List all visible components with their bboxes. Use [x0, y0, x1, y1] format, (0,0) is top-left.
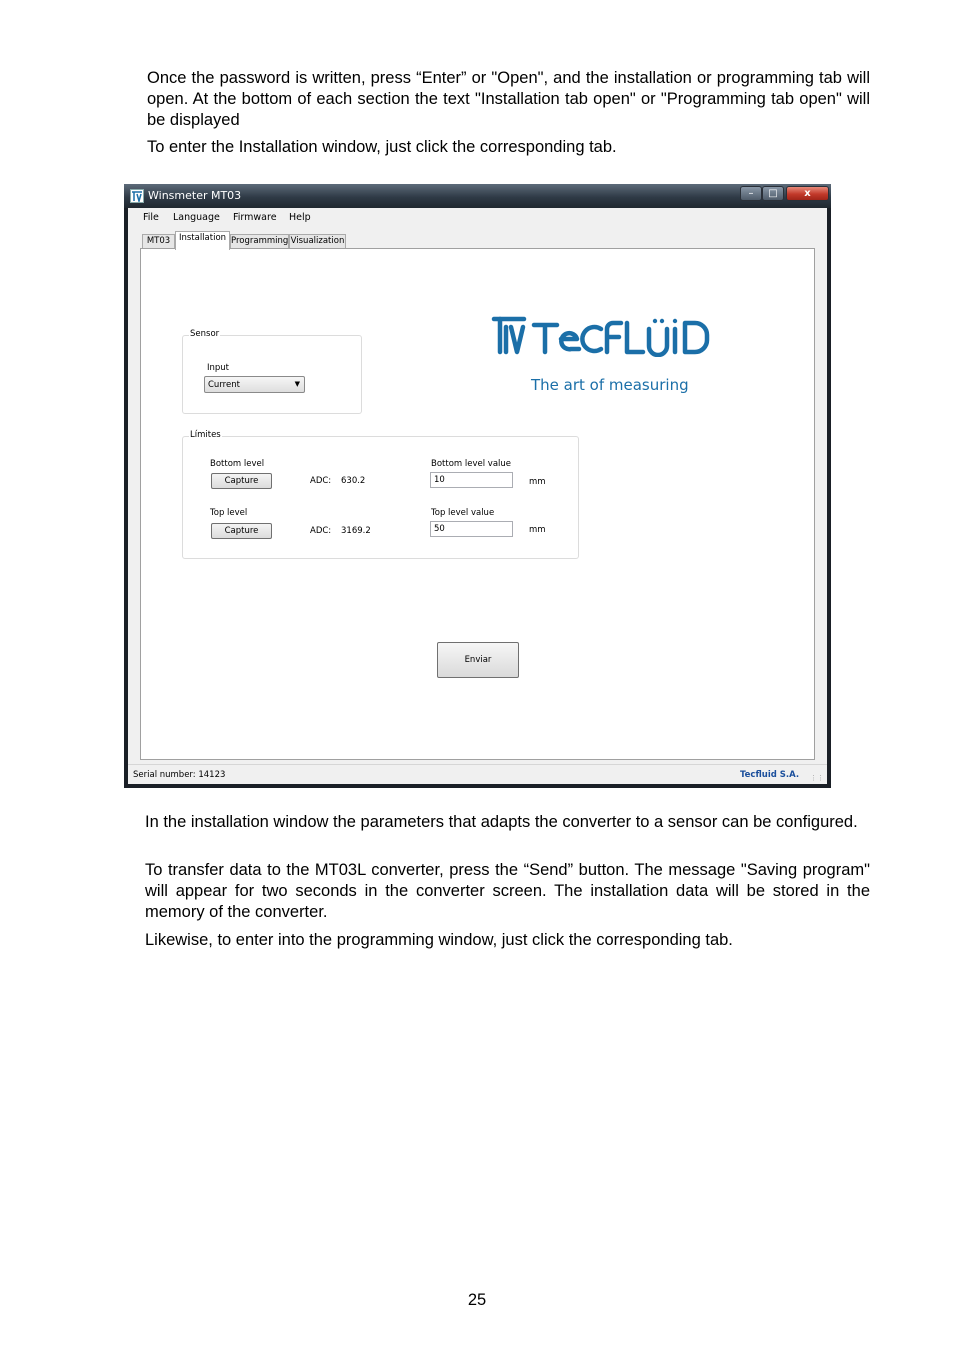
intro-paragraph-1: Once the password is written, press “Enter” or "Open", and the installation or programming tab will open. At the bottom of each section the text "Installation tab open" or "Programming tab open" will be displayed [147, 69, 870, 129]
intro-paragraph-2: To enter the Installation window, just click the corresponding tab. [147, 138, 617, 156]
menu-help[interactable]: Help [289, 212, 311, 223]
top-level-value-input[interactable]: 50 [430, 521, 513, 537]
bottom-capture-button[interactable]: Capture [211, 473, 272, 489]
top-level-value-label: Top level value [431, 508, 495, 518]
body-paragraph-3: Likewise, to enter into the programming window, just click the corresponding tab. [145, 931, 733, 949]
bottom-adc-value: 630.2 [341, 476, 366, 486]
input-select[interactable] [204, 376, 305, 393]
body-paragraph-1: In the installation window the parameters that adapts the converter to a sensor can be configured. [145, 813, 858, 831]
tab-mt03[interactable]: MT03 [142, 234, 175, 249]
top-capture-button[interactable]: Capture [211, 523, 272, 539]
page-number: 25 [467, 1291, 487, 1309]
application-window-screenshot [124, 184, 831, 788]
bottom-unit-label: mm [529, 477, 546, 487]
input-label: Input [207, 363, 230, 373]
bottom-level-label: Bottom level [210, 459, 265, 469]
maximize-button[interactable]: □ [762, 186, 784, 201]
menu-language[interactable]: Language [173, 212, 220, 223]
window-title: Winsmeter MT03 [148, 189, 242, 202]
bottom-adc-label: ADC: [310, 476, 332, 486]
tab-programming[interactable]: Programming [230, 234, 289, 249]
send-button[interactable]: Enviar [437, 642, 519, 678]
tab-visualization[interactable]: Visualization [289, 234, 346, 249]
close-button[interactable]: x [786, 186, 829, 201]
window-client-area [128, 208, 827, 784]
top-level-label: Top level [210, 508, 248, 518]
tecfluid-logo-mark [491, 315, 731, 357]
sensor-group [182, 329, 362, 414]
sensor-group-title: Sensor [190, 329, 220, 339]
limits-group [182, 430, 579, 559]
company-name: Tecfluid S.A. [740, 770, 800, 780]
bottom-level-value-input[interactable]: 10 [430, 472, 513, 488]
chevron-down-icon: ▼ [294, 380, 300, 388]
menu-bar [128, 208, 827, 228]
window-titlebar[interactable] [124, 184, 831, 208]
status-bar [128, 764, 827, 784]
logo-tagline: The art of measuring [531, 376, 689, 394]
resize-grip-icon[interactable]: ⋮⋮ [810, 774, 824, 782]
serial-number: Serial number: 14123 [133, 770, 226, 780]
top-unit-label: mm [529, 525, 546, 535]
bottom-level-value-label: Bottom level value [431, 459, 512, 469]
body-paragraph-2: To transfer data to the MT03L converter, press the “Send” button. The message "Saving program" will appear for two seconds in the converter screen. The installation data will be stored in the memory of the converter. [145, 861, 870, 921]
limits-group-title: Límites [190, 430, 221, 440]
top-adc-label: ADC: [310, 526, 332, 536]
tab-installation[interactable]: Installation [175, 231, 230, 250]
input-select-value: Current [208, 380, 240, 390]
top-adc-value: 3169.2 [341, 526, 371, 536]
menu-firmware[interactable]: Firmware [233, 212, 277, 223]
minimize-button[interactable]: – [740, 186, 762, 201]
app-logo-icon [130, 189, 144, 203]
menu-file[interactable]: File [143, 212, 159, 223]
installation-panel [140, 248, 815, 760]
